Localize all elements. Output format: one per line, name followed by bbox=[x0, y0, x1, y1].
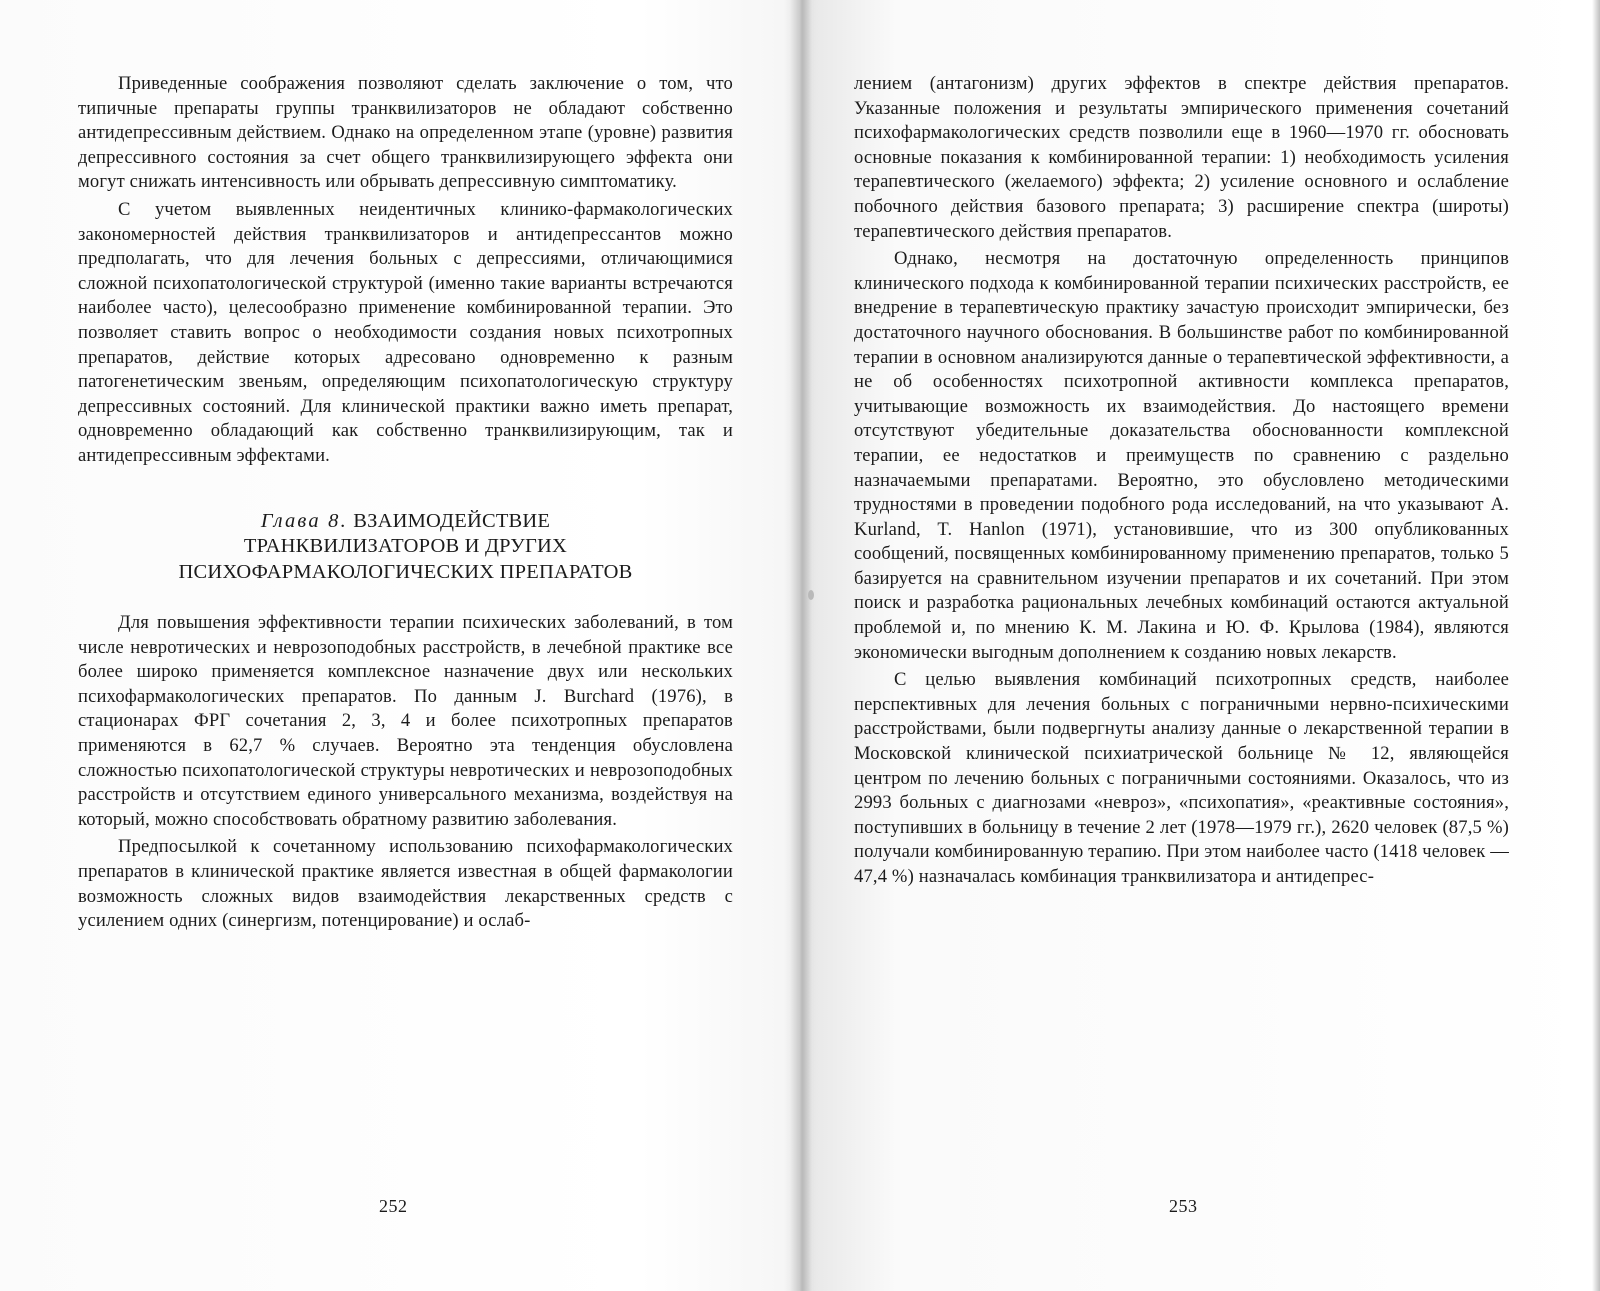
page-number-right: 253 bbox=[1169, 1196, 1198, 1216]
paragraph: Предпосылкой к сочетанному использованию психофармакологических препаратов в клинической практике является известная в общей фармакологии возможность сложных видов взаимодействия лекарственных средств с усилением одних (синергизм, потенцирование) и ослаб- bbox=[78, 836, 733, 932]
paragraph: С учетом выявленных неидентичных клинико-фармакологических закономерностей действия транквилизаторов и антидепрессантов можно предполагать, что для лечения больных с депрессиями, отличающимися сложной психопатологической структурой (именно такие варианты встречаются наиболее часто), целесообразно применение комбинированной терапии. Это позволяет ставить вопрос о необходимости создания новых психотропных препаратов, действие которых адресовано одновременно к разным патогенетическим звеньям, определяющим психопатологическую структуру депрессивных состояний. Для клинической практики важно иметь препарат, одновременно обладающий как собственно транквилизирующим, так и антидепрессивным эффектами. bbox=[78, 198, 733, 466]
chapter-title-part-3: ПСИХОФАРМАКОЛОГИЧЕСКИХ ПРЕПАРАТОВ bbox=[178, 560, 633, 583]
chapter-label: Глава 8. bbox=[260, 509, 348, 532]
right-page bbox=[812, 0, 1600, 1291]
book-gutter bbox=[790, 0, 812, 1291]
paragraph: Приведенные соображения позволяют сделать заключение о том, что типичные препараты группы транквилизаторов не обладают собственно антидепрессивным действием. Однако на определенном этапе (уровне) развития депрессивного состояния за счет общего транквилизирующего эффекта они могут снижать интенсивность или обрывать депрессивную симптоматику. bbox=[78, 73, 733, 193]
right-page-text bbox=[854, 72, 1509, 893]
chapter-title-part-2: ТРАНКВИЛИЗАТОРОВ И ДРУГИХ bbox=[243, 535, 568, 557]
paragraph: Однако, несмотря на достаточную определенность принципов клинического подхода к комбинированной терапии психических расстройств, ее внедрение в терапевтическую практику зачастую происходит эмпирически, без достаточного научного обоснования. В большинстве работ по комбинированной терапии в основном анализируются данные о терапевтической эффективности, а не об особенностях психотропной активности комплекса препаратов, учитывающие возможность их взаимодействия. До настоящего времени отсутствуют убедительные доказательства обоснованности комплексной терапии, ее недостатков и преимуществ по сравнению с раздельно назначаемыми препаратами. Вероятно, это обусловлено методическими трудностями в проведении подобного рода исследований, на что указывают A. Kurland, T. Hanlon (1971), установившие, что из 300 опубликованных сообщений, посвященных комбинированному применению препаратов, только 5 базируется на сравнительном изучении препаратов и их сочетаний. При этом поиск и разработка рациональных лечебных комбинаций остаются актуальной проблемой и, по мнению К. М. Лакина и Ю. Ф. Крылова (1984), являются экономически выгодным дополнением к созданию новых лекарств. bbox=[854, 248, 1509, 663]
chapter-title-part-1: ВЗАИМОДЕЙСТВИЕ bbox=[353, 509, 551, 532]
left-page bbox=[0, 0, 790, 1291]
paragraph: Для повышения эффективности терапии психических заболеваний, в том числе невротических и неврозоподобных расстройств, в лечебной практике все более широко применяется комплексное назначение двух или нескольких психофармакологических препаратов. По данным J. Burchard (1976), в стационарах ФРГ сочетания 2, 3, 4 и более психотропных препаратов применяются в 62,7 % случаев. Вероятно эта тенденция обусловлена сложностью психопатологической структуры невротических и неврозоподобных расстройств и отсутствием единого универсального механизма, воздействуя на который, можно способствовать обратному развитию заболевания. bbox=[78, 612, 733, 830]
chapter-heading bbox=[78, 509, 733, 586]
paragraph-continued: лением (антагонизм) других эффектов в спектре действия препаратов. Указанные положения и результаты эмпирического применения сочетаний психофармакологических средств позволили еще в 1960—1970 гг. обосновать основные показания к комбинированной терапии: 1) необходимость усиления терапевтического (желаемого) эффекта; 2) усиление основного и ослабление побочного действия базового препарата; 3) расширение спектра (широты) терапевтического действия препаратов. bbox=[854, 73, 1509, 242]
left-page-text bbox=[78, 72, 733, 937]
chapter-heading-line-1 bbox=[78, 509, 733, 535]
page-number-left: 252 bbox=[379, 1196, 408, 1216]
paragraph: С целью выявления комбинаций психотропных средств, наиболее перспективных для лечения больных с пограничными нервно-психическими расстройствами, были подвергнуты анализу данные о лекарственной терапии в Московской клинической психиатрической больнице № 12, являющейся центром по лечению больных с пограничными состояниями. Оказалось, что из 2993 больных с диагнозами «невроз», «психопатия», «реактивные состояния», поступивших в больницу в течение 2 лет (1978—1979 гг.), 2620 человек (87,5 %) получали комбинированную терапию. При этом наиболее часто (1418 человек — 47,4 %) назначалась комбинация транквилизатора и антидепрес- bbox=[854, 669, 1509, 887]
